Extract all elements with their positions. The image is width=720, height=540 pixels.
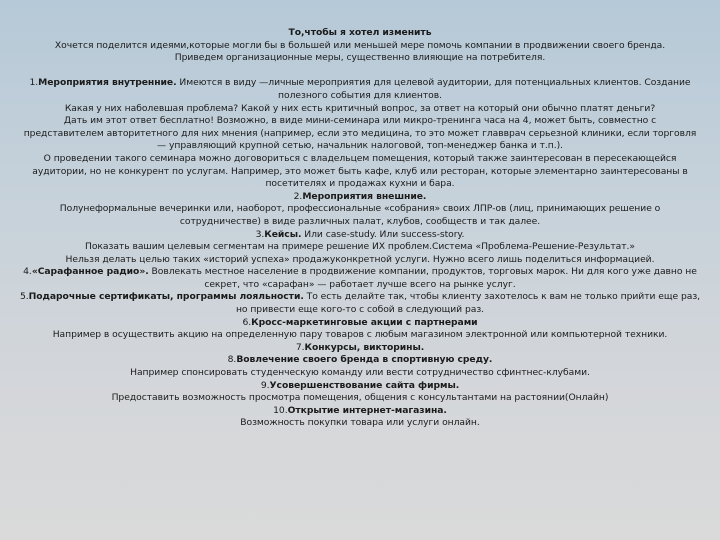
section-10-heading: Открытие интернет-магазина. <box>287 404 447 416</box>
section-1-heading: Мероприятия внутренние. <box>38 77 177 89</box>
section-4-number: 4. <box>23 266 32 278</box>
section-5-line-1 <box>0 291 720 304</box>
section-1-line: Какая у них наболевшая проблема? Какой у них есть критичный вопрос, за ответ на который они обычно платят деньги? <box>64 102 656 114</box>
slide-title: То,чтобы я хотел изменить <box>288 27 432 38</box>
section-8-heading: Вовлечение своего бренда в спортивную среду. <box>236 354 493 366</box>
section-8-number: 8. <box>227 354 237 366</box>
section-9-heading: Усовершенствование сайта фирмы. <box>269 379 460 391</box>
section-9-heading-line <box>0 380 720 393</box>
section-3-heading-line <box>0 229 720 242</box>
section-2-heading-line <box>0 191 720 204</box>
section-7-heading-line <box>0 342 720 355</box>
section-7-number: 7. <box>295 341 305 353</box>
section-5-line: но привести еще кого-то с собой в следующий раз. <box>235 304 485 316</box>
section-7-heading: Конкурсы, викторины. <box>304 341 425 353</box>
section-1-line: О проведении такого семинара можно договориться с владельцем помещения, который также заинтересован в пересекающейся <box>43 152 677 164</box>
section-4-heading: «Сарафанное радио». <box>31 266 149 278</box>
intro-line-1: Хочется поделится идеями,которые могли бы в большей или меньшей мере помочь компании в продвижении своего бренда. <box>54 39 666 51</box>
section-2-line: Полунеформальные вечеринки или, наоборот, профессиональные «собрания» своих ЛПР-ов (лиц, принимающих решение о <box>59 203 661 215</box>
section-9-number: 9. <box>260 379 270 391</box>
section-1-line: аудитории, но не конкурент по услугам. Например, это может быть кафе, клуб или ресторан, которые элементарно заинтересованы в <box>32 165 688 177</box>
section-6-number: 6. <box>242 316 252 328</box>
section-6-line: Например в осуществить акцию на определенную пару товаров с любым магазином электронной или компьютерной техники. <box>52 329 668 341</box>
section-6-heading-line <box>0 317 720 330</box>
section-1-line: Дать им этот ответ бесплатно! Возможно, в виде мини-семинара или микро-тренинга часа на 4, может быть, совместно с <box>63 115 657 127</box>
section-3-line: Нельзя делать целью таких «историй успеха» продажуконкретной услуги. Нужно всего лишь поделиться информацией. <box>65 253 655 265</box>
section-5-text: То есть делайте так, чтобы клиенту захотелось к вам не только прийти еще раз, <box>303 291 701 303</box>
section-10-heading-line <box>0 405 720 418</box>
section-6-heading: Кросс-маркетинговые акции с партнерами <box>251 316 478 328</box>
section-5-heading: Подарочные сертификаты, программы лояльности. <box>28 291 304 303</box>
section-10-number: 10. <box>273 404 288 416</box>
section-1-number: 1. <box>29 77 39 89</box>
intro-line-2: Приведем организационные меры, существенно влияющие на потребителя. <box>174 52 546 64</box>
section-3-heading: Кейсы. <box>264 228 302 240</box>
section-3-text: Или case-study. Или success-story. <box>301 228 465 240</box>
section-10-line: Возможность покупки товара или услуги онлайн. <box>240 417 480 429</box>
section-4-line-1 <box>0 266 720 279</box>
section-4-text: Вовлекать местное население в продвижение компании, продуктов, торговых марок. Ни для кого уже давно не <box>148 266 697 278</box>
section-3-line: Показать вашим целевым сегментам на примере решение ИХ проблем.Система «Проблема-Решение-Результат.» <box>85 241 635 253</box>
section-1-line-1 <box>0 77 720 90</box>
section-1-line: — управляющий крупной сетью, начальник налоговой, топ-менеджер банка и т.п.). <box>156 140 564 152</box>
section-8-heading-line <box>0 354 720 367</box>
section-9-line: Предоставить возможность просмотра помещения, общения с консультантами на растоянии(Онлайн) <box>111 392 609 404</box>
section-1-line: полезного события для клиентов. <box>278 89 442 101</box>
section-2-heading: Мероприятия внешние. <box>302 190 427 202</box>
section-1-line: посетителях и продажах кухни и бара. <box>265 178 455 190</box>
spacer <box>0 65 720 78</box>
section-2-number: 2. <box>293 190 303 202</box>
section-1-text: Имеются в виду —личные мероприятия для целевой аудитории, для потенциальных клиентов. Создание <box>176 77 691 89</box>
section-2-line: сотрудничестве) в виде различных палат, клубов, сообществ и так далее. <box>179 215 541 227</box>
section-3-number: 3. <box>255 228 265 240</box>
slide-text <box>0 27 720 430</box>
section-8-line: Например спонсировать студенческую команду или вести сотрудничество сфинтнес-клубами. <box>130 367 590 379</box>
section-5-number: 5. <box>19 291 29 303</box>
section-1-line: представителем авторитетного для них мнения (например, если это медицина, то это может главврач серьезной клиники, если торговля <box>23 127 697 139</box>
section-4-line: секрет, что «сарафан» — работает лучше всего на рынке услуг. <box>204 278 516 290</box>
